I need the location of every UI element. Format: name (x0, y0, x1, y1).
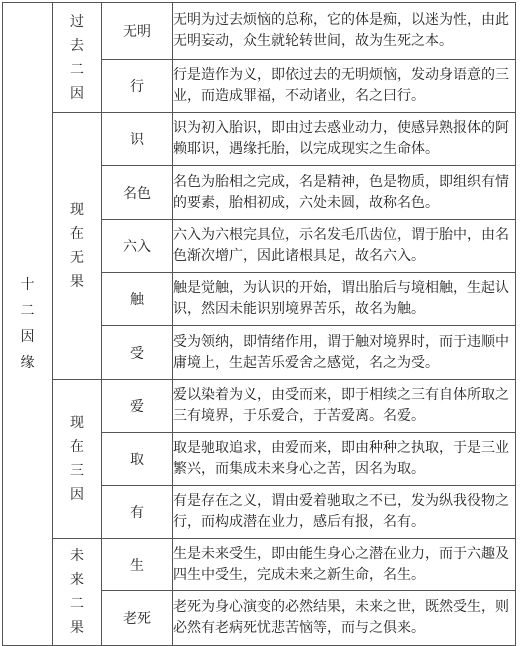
term-cell (102, 539, 173, 591)
term-label: 生 (130, 557, 144, 574)
description-cell (173, 539, 516, 591)
description-cell (173, 326, 516, 380)
table-row (3, 539, 516, 591)
term-label: 行 (130, 79, 144, 95)
term-cell (102, 326, 173, 380)
term-label: 受 (130, 345, 144, 362)
description-cell (173, 113, 516, 166)
term-label: 名色 (123, 185, 151, 202)
description-text: 触是觉触，为认识的开始，谓出胎后与境相触，生起认识，然因未能识别境界苦乐，故名为触。 (173, 280, 509, 317)
term-label: 无明 (123, 24, 151, 40)
term-cell (102, 220, 173, 273)
twelve-links-table (2, 2, 516, 646)
description-cell (173, 433, 516, 486)
table-row (3, 3, 516, 60)
table-row (3, 113, 516, 166)
term-label: 六入 (123, 239, 151, 255)
description-cell (173, 166, 516, 220)
term-cell (102, 273, 173, 326)
description-text: 行是造作为义，即依过去的无明烦恼，发动身语意的三业，而造成罪福，不动诸业，名之曰行。 (173, 67, 509, 104)
group-cell (53, 113, 102, 380)
term-cell (102, 433, 173, 486)
description-cell (173, 380, 516, 433)
description-cell (173, 591, 516, 646)
term-cell (102, 166, 173, 220)
term-label: 老死 (123, 611, 151, 627)
term-cell (102, 60, 173, 113)
description-text: 识为初入胎识，即由过去惑业动力，使感异熟报体的阿赖耶识，遇缘托胎，以完成现实之生命体。 (173, 120, 509, 157)
term-label: 有 (130, 505, 144, 521)
description-cell (173, 3, 516, 60)
description-cell (173, 220, 516, 273)
table-row (3, 380, 516, 433)
term-cell (102, 591, 173, 646)
description-text: 生是未来受生，即由能生身心之潜在业力，而于六趣及四生中受生，完成未来之新生命，名生。 (173, 545, 509, 583)
description-text: 爱以染着为义，由受而来，即于相续之三有自体所取之三有境界，于乐爱合，于苦爱离。名爱。 (173, 387, 509, 424)
description-text: 无明为过去烦恼的总称，它的体是痴，以迷为性，由此无明妄动，众生就轮转世间，故为生死之本。 (173, 12, 509, 49)
term-cell (102, 3, 173, 60)
term-cell (102, 380, 173, 433)
term-label: 识 (130, 132, 144, 148)
group-label: 过去二因 (70, 13, 84, 102)
group-cell (53, 3, 102, 113)
description-text: 名色为胎相之完成，名是精神，色是物质，即组织有情的要素，胎相初成，六处未圆，故称名色。 (173, 173, 509, 211)
description-text: 取是驰取追求，由爱而来，即由种种之执取，于是三业繁兴，而集成未来身心之苦，因名为取。 (173, 440, 509, 477)
table-title: 十二因缘 (20, 277, 35, 371)
description-cell (173, 486, 516, 539)
term-label: 取 (130, 452, 144, 468)
description-text: 受为领纳，即情绪作用，谓于触对境界时，而于违顺中庸境上，生起苦乐爱舍之感觉，名之为受。 (173, 333, 509, 371)
group-label: 现在无果 (70, 202, 84, 290)
term-cell (102, 113, 173, 166)
term-label: 爱 (130, 399, 144, 415)
description-cell (173, 60, 516, 113)
term-cell (102, 486, 173, 539)
root-title-cell (3, 3, 53, 646)
group-cell (53, 539, 102, 646)
group-label: 现在三因 (70, 415, 84, 503)
group-label: 未来二果 (70, 548, 84, 636)
description-text: 有是存在之义，谓由爱着驰取之不已，发为纵我役物之行，而构成潜在业力，感后有报，名有。 (173, 493, 509, 530)
description-cell (173, 273, 516, 326)
term-label: 触 (130, 292, 144, 308)
group-cell (53, 380, 102, 539)
description-text: 六入为六根完具位，示名发毛爪齿位，谓于胎中，由名色渐次增广，因此诸根具足，故名六入。 (173, 227, 509, 264)
description-text: 老死为身心演变的必然结果，未来之世，既然受生，则必然有老病死忧悲苦恼等，而与之俱来。 (173, 599, 509, 636)
